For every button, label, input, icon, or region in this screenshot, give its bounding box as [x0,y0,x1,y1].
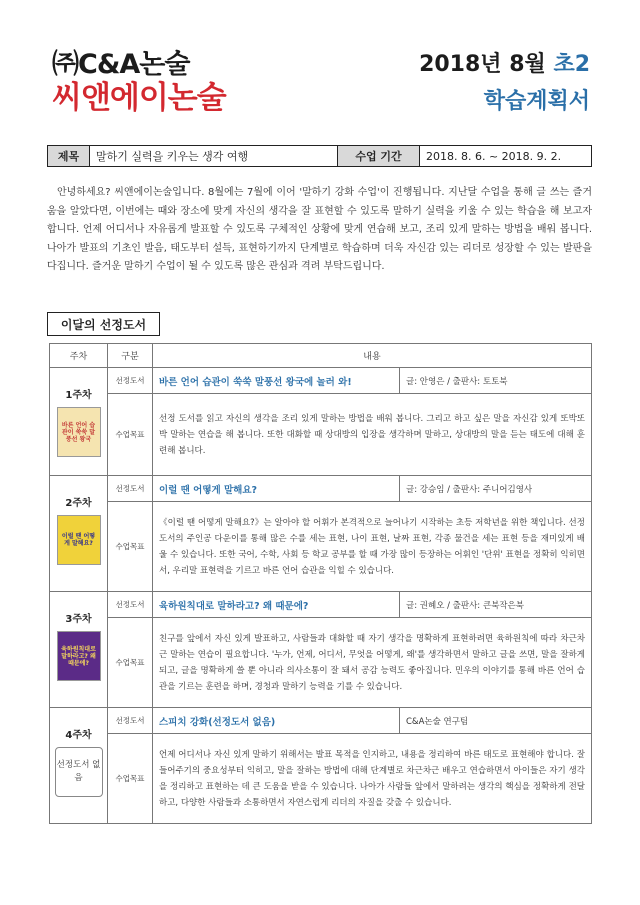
header-content: 내용 [153,344,592,368]
table-row [50,592,592,618]
table-row [50,394,592,476]
table-row [50,476,592,502]
week-label: 2주차 [65,498,92,509]
book-title: 스피치 강화(선정도서 없음) [153,708,400,734]
book-author: 글: 강승임 / 출판사: 주니어김영사 [400,476,592,502]
book-title: 육하원칙대로 말하라고? 왜 때문에? [153,592,400,618]
document-title: 학습계획서 [483,89,590,114]
kind-book: 선정도서 [108,708,153,734]
header-kind: 구분 [108,344,153,368]
logo-line-2: 씨앤에이논술 [52,80,226,116]
week-cell [50,708,108,824]
table-row [50,368,592,394]
table-header-row [50,344,592,368]
period-label: 수업 기간 [338,146,420,166]
kind-book: 선정도서 [108,476,153,502]
week-label: 1주차 [65,390,92,401]
kind-goal: 수업목표 [108,618,153,708]
document-header [419,50,590,120]
date-title: 2018년 8월 [419,52,546,77]
topic-value: 말하기 실력을 키우는 생각 여행 [90,146,338,166]
header-week: 주차 [50,344,108,368]
lesson-goal: 선정 도서를 읽고 자신의 생각을 조리 있게 말하는 방법을 배워 봅니다. 그리고 하고 싶은 말을 자신감 있게 또박또박 말하는 연습을 해 봅니다. 또한 대화할 때 상대방의 입장을 생각하며 말하고, 상대방의 말을 듣는 태도에 대해 훈련해 봅니다. [153,394,592,476]
lesson-goal: 언제 어디서나 자신 있게 말하기 위해서는 발표 목적을 인지하고, 내용을 정리하여 바른 태도로 표현해야 합니다. 잘 들어주기의 중요성부터 익히고, 말을 잘하는 방법에 대해 단계별로 차근차근 배우고 연습하면서 아이들은 자기 생각을 정리하고 표현하는 데 큰 도움을 받을 수 있습니다. 나아가 사람들 앞에서 말하려는 생각의 핵심을 정확하게 전달하고, 다양한 사람들과 소통하면서 자연스럽게 리더의 자질을 갖출 수 있습니다. [153,734,592,824]
grade-label: 초2 [553,52,590,77]
week-label: 4주차 [65,730,92,741]
book-author: C&A논술 연구팀 [400,708,592,734]
table-row [50,502,592,592]
topic-label: 제목 [48,146,90,166]
book-author: 글: 안영은 / 출판사: 토토북 [400,368,592,394]
lesson-goal: 《이럴 땐 어떻게 말해요?》는 알아야 할 어휘가 본격적으로 늘어나기 시작하는 초등 저학년을 위한 책입니다. 선정 도서의 주인공 다운이를 통해 많은 수를 세는 표현, 나이 표현, 날짜 표현, 각종 물건을 세는 표현 등을 재미있게 배울 수 있습니다. 또한 국어, 수학, 사회 등 학교 공부를 할 때 가장 많이 등장하는 어휘인 '단위' 표현을 정확히 익히면서, 우리말 표현력을 기르고 바른 언어 습관을 익힐 수 있습니다. [153,502,592,592]
week-cell [50,476,108,592]
kind-goal: 수업목표 [108,734,153,824]
week-cell [50,592,108,708]
company-logo [52,50,226,116]
table-row [50,708,592,734]
kind-book: 선정도서 [108,592,153,618]
book-cover-image: 이럴 땐 어떻게 말해요? [57,515,101,565]
no-book-box: 선정도서 없음 [55,747,103,797]
book-cover-image: 육하원칙대로 말하라고? 왜 때문에? [57,631,101,681]
meta-bar [47,145,592,167]
section-title: 이달의 선정도서 [47,312,160,336]
period-value: 2018. 8. 6. ~ 2018. 9. 2. [426,149,562,163]
kind-goal: 수업목표 [108,394,153,476]
book-author: 글: 권혜오 / 출판사: 큰북작은북 [400,592,592,618]
table-row [50,618,592,708]
week-cell [50,368,108,476]
intro-paragraph: 안녕하세요? 씨앤에이논술입니다. 8월에는 7월에 이어 '말하기 강화 수업'이 진행됩니다. 지난달 수업을 통해 글 쓰는 즐거움을 알았다면, 이번에는 때와 장소에 맞게 자신의 생각을 잘 표현할 수 있도록 말하기 실력을 키울 수 있는 학습을 해 보고자 합니다. 언제 어디서나 자유롭게 발표할 수 있도록 구체적인 상황에 맞게 연습해 보고, 조리 있게 말하는 방법을 배워 봅니다. 나아가 발표의 기초인 발음, 태도부터 설득, 표현하기까지 단계별로 학습하며 더욱 자신감 있는 리더로 성장할 수 있는 발판을 다집니다. 즐거운 말하기 수업이 될 수 있도록 많은 관심과 격려 부탁드립니다. [47,187,592,272]
lesson-goal: 친구를 앞에서 자신 있게 발표하고, 사람들과 대화할 때 자기 생각을 명확하게 표현하려면 육하원칙에 따라 차근차근 말하는 연습이 필요합니다. '누가, 언제, 어디서, 무엇을 어떻게, 왜'를 생각하면서 말하고 글을 쓰면, 말을 잘하게 되고, 글을 명확하게 쓸 뿐 아니라 의사소통이 잘 돼서 공감 능력도 좋아집니다. 민우의 이야기를 통해 바른 언어 습관을 기르는 훈련을 하며, 경청과 말하기 능력을 기를 수 있습니다. [153,618,592,708]
book-cover-image: 바른 언어 습관이 쑥쑥 말풍선 왕국 [57,407,101,457]
book-table [49,343,592,824]
logo-line-1: ㈜C&A논술 [52,49,190,80]
book-title: 바른 언어 습관이 쑥쑥 말풍선 왕국에 놀러 와! [153,368,400,394]
kind-goal: 수업목표 [108,502,153,592]
kind-book: 선정도서 [108,368,153,394]
table-row [50,734,592,824]
book-title: 이럴 땐 어떻게 말해요? [153,476,400,502]
week-label: 3주차 [65,614,92,625]
